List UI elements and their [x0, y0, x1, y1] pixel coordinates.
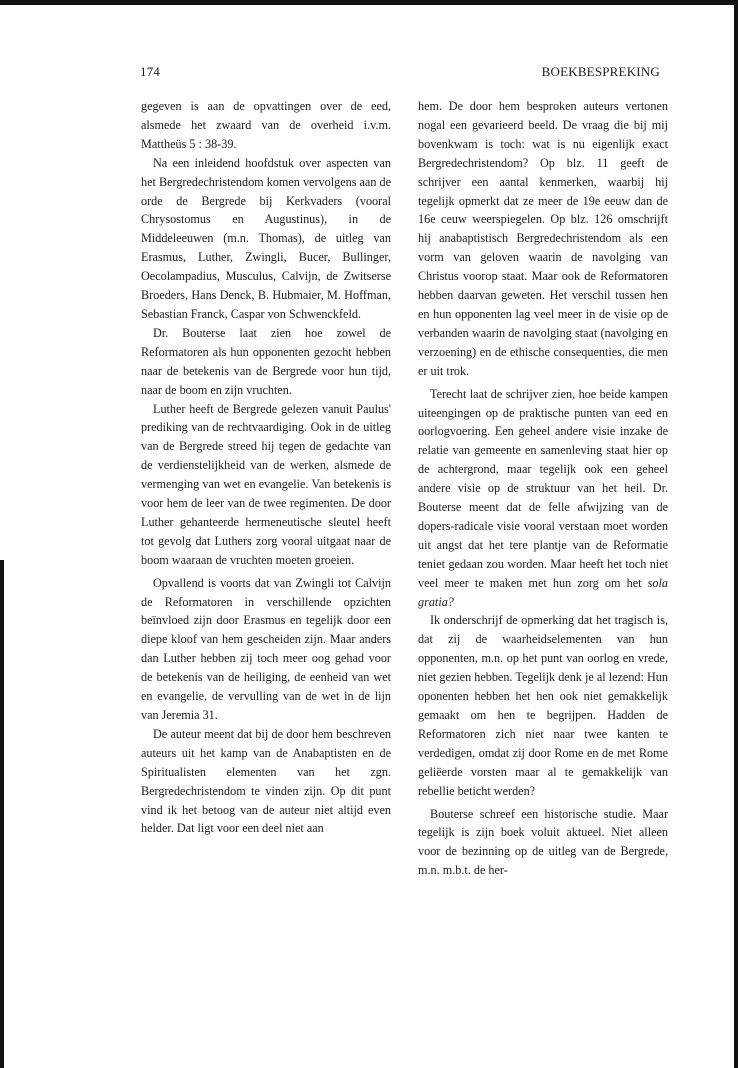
page-number: 174	[140, 64, 161, 79]
scan-edge-top	[0, 0, 738, 5]
page-header	[140, 64, 660, 84]
paragraph: Luther heeft de Bergrede gelezen vanuit Paulus' prediking van de rechtvaardiging. Ook in de uitleg van de Bergrede streed hij tegen de gedachte van de verdienstelijkheid van de werken, alsmede de vermenging van wet en evangelie. Van betekenis is voor hem de leer van de twee regimenten. De door Luther gehanteerde hermeneutische sleutel heeft tot gevolg dat Luthers zorg vooral uitgaat naar de boom waaraan de vruchten moeten groeien.	[141, 401, 391, 567]
paragraph: Na een inleidend hoofdstuk over aspecten van het Bergredechristendom komen vervolgens aan de orde de Bergrede bij Kerkvaders (vooral Chrysostomus en Augustinus), in de Middeleeuwen (m.n. Thomas), de uitleg van Erasmus, Luther, Zwingli, Bucer, Bullinger, Oecolampadius, Musculus, Calvijn, de Zwitserse Broeders, Hans Denck, B. Hubmaier, M. Hoffman, Sebastian Franck, Caspar von Schwenckfeld.	[141, 155, 391, 321]
paragraph: hem. De door hem besproken auteurs vertonen nogal een gevarieerd beeld. De vraag die bij mij bovenkwam is toch: wat is nu eigenlijk exact Bergredechristendom? Op blz. 11 geeft de schrijver een aantal kenmerken, waarbij hij tegelijk opmerkt dat ze meer de 19e eeuw dan de 16e ceuw weerspiegelen. Op blz. 126 omschrijft hij anabaptistisch Bergredechristendom als een vorm van geloven waarin de navolging van Christus voorop staat. Maar ook de Reformatoren hebben daarvan geweten. Het verschil tussen hen en hun opponenten lag veel meer in de visie op de verbanden waarin de navolging staat (navolging en verzoening) en de ethische consequenties, die men er uit trok.	[418, 99, 668, 378]
paragraph	[418, 385, 668, 612]
paragraph: gegeven is aan de opvattingen over de eed, alsmede het zwaard van de overheid i.v.m. Mattheüs 5 : 38-39.	[141, 99, 391, 151]
scan-edge-left	[0, 560, 4, 1068]
italic-term: sola gratia?	[418, 575, 668, 609]
right-column	[418, 97, 668, 897]
paragraph-text: Terecht laat de schrijver zien, hoe beide kampen uiteengingen op de praktische punten van eed en oorlogvoering. Een geheel andere visie inzake de relatie van gemeente en samenleving staat hier op de achtergrond, maar tegelijk ook een geheel andere visie op de struktuur van het heil. Dr. Bouterse meent dat de felle afwijzing van de dopers-radicale visie vooral verstaan moet worden uit angst dat het tere plantje van de Reformatie teniet gedaan zou worden. Maar heeft het toch niet veel meer te maken met hun zorg om het	[418, 386, 668, 590]
paragraph: Bouterse schreef een historische studie. Maar tegelijk is zijn boek voluit aktueel. Niet alleen voor de bezinning op de uitleg van de Bergrede, m.n. m.b.t. de her-	[418, 806, 668, 878]
paragraph: Dr. Bouterse laat zien hoe zowel de Reformatoren als hun opponenten gezocht hebben naar de betekenis van de Bergrede voor hun tijd, naar de boom en zijn vruchten.	[141, 325, 391, 397]
paragraph: Opvallend is voorts dat van Zwingli tot Calvijn de Reformatoren in verschillende opzichten beïnvloed zijn door Erasmus en tegelijk door een diepe kloof van hem gescheiden zijn. Maar anders dan Luther hebben zij toch meer oog gehad voor de betekenis van de heiliging, de eenheid van wet en evangelie, de vervulling van de wet in de lijn van Jeremia 31.	[141, 575, 391, 722]
paragraph: Ik onderschrijf de opmerking dat het tragisch is, dat zij de waarheidselementen van hun opponenten, m.n. op het punt van oorlog en vrede, niet gezien hebben. Tegelijk denk je al lezend: Hun oponenten hebben het hen ook niet gemakkelijk gemaakt om hen te begrijpen. Hadden de Reformatoren zich niet naar twee kanten te verdedigen, omdat zij door Rome en de met Rome geliëerde vorsten maar al te gemakkelijk van rebellie beticht werden?	[418, 613, 668, 798]
scan-edge-right	[734, 0, 738, 1068]
running-head: BOEKBESPREKING	[541, 64, 660, 79]
paragraph: De auteur meent dat bij de door hem beschreven auteurs uit het kamp van de Anabaptisten en de Spiritualisten elementen van het zgn. Bergredechristendom te vinden zijn. Op dit punt vind ik het betoog van de auteur niet altijd even helder. Dat ligt voor een deel niet aan	[141, 726, 391, 836]
left-column	[141, 97, 391, 897]
